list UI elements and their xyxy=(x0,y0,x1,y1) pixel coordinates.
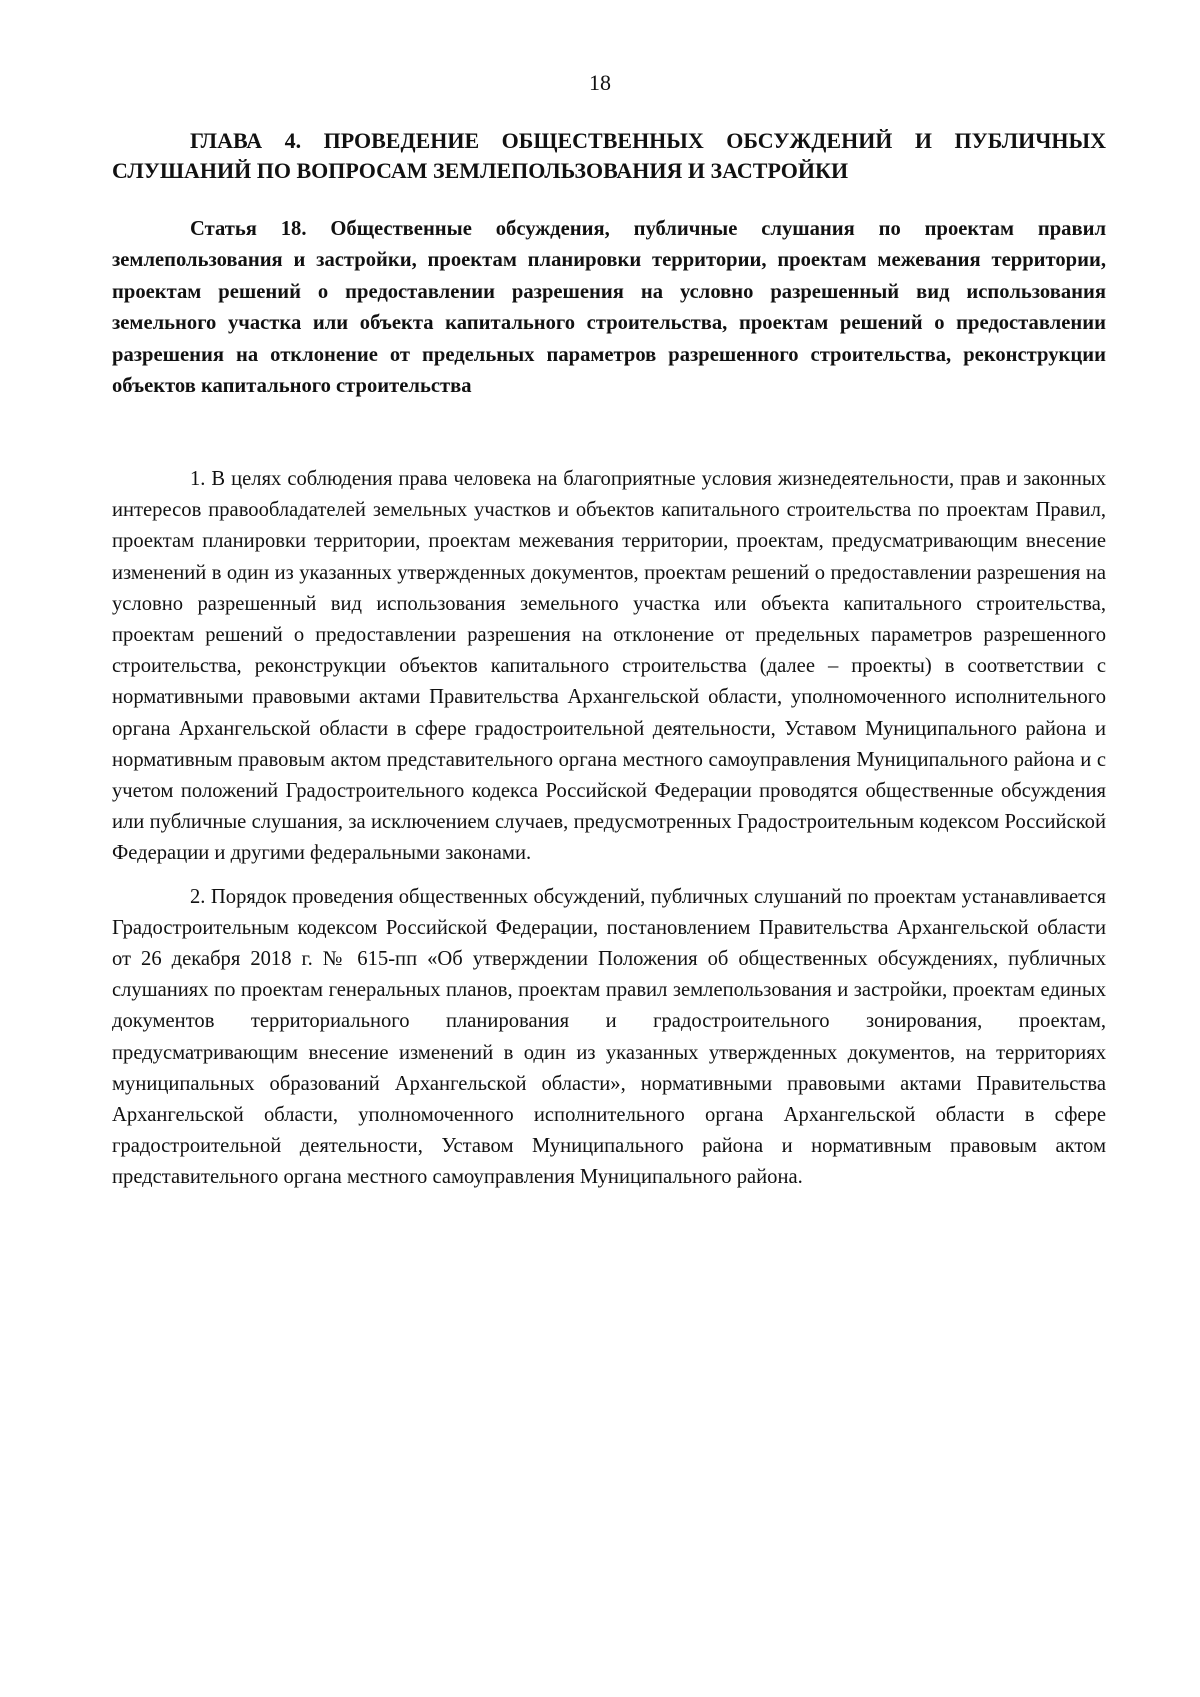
paragraph-2: 2. Порядок проведения общественных обсуждений, публичных слушаний по проектам устанавливается Градостроительным кодексом Российской Федерации, постановлением Правительства Архангельской области от 26 декабря 2018 г. № 615-пп «Об утверждении Положения об общественных обсуждениях, публичных слушаниях по проектам генеральных планов, проектам правил землепользования и застройки, проектам единых документов территориального планирования и градостроительного зонирования, проектам, предусматривающим внесение изменений в один из указанных утвержденных документов, на территориях муниципальных образований Архангельской области», нормативными правовыми актами Правительства Архангельской области, уполномоченного исполнительного органа Архангельской области в сфере градостроительной деятельности, Уставом Муниципального района и нормативным правовым актом представительного органа местного самоуправления Муниципального района. xyxy=(112,885,1106,1189)
page-number: 18 xyxy=(589,70,611,95)
article-title: Статья 18. Общественные обсуждения, публичные слушания по проектам правил землепользования и застройки, проектам планировки территории, проектам межевания территории, проектам решений о предоставлении разрешения на условно разрешенный вид использования земельного участка или объекта капитального строительства, проектам решений о предоставлении разрешения на отклонение от предельных параметров разрешенного строительства, реконструкции объектов капитального строительства xyxy=(112,218,1106,398)
paragraph-1: 1. В целях соблюдения права человека на благоприятные условия жизнедеятельности, прав и законных интересов правообладателей земельных участков и объектов капитального строительства по проектам Правил, проектам планировки территории, проектам межевания территории, проектам, предусматривающим внесение изменений в один из указанных утвержденных документов, проектам решений о предоставлении разрешения на условно разрешенный вид использования земельного участка или объекта капитального строительства, проектам решений о предоставлении разрешения на отклонение от предельных параметров разрешенного строительства, реконструкции объектов капитального строительства (далее – проекты) в соответствии с нормативными правовыми актами Правительства Архангельской области, уполномоченного исполнительного органа Архангельской области в сфере градостроительной деятельности, Уставом Муниципального района и нормативным правовым актом представительного органа местного самоуправления Муниципального района и с учетом положений Градостроительного кодекса Российской Федерации проводятся общественные обсуждения или публичные слушания, за исключением случаев, предусмотренных Градостроительным кодексом Российской Федерации и другими федеральными законами. xyxy=(112,468,1106,865)
chapter-title: ГЛАВА 4. ПРОВЕДЕНИЕ ОБЩЕСТВЕННЫХ ОБСУЖДЕНИЙ И ПУБЛИЧНЫХ СЛУШАНИЙ ПО ВОПРОСАМ ЗЕМЛЕПОЛЬЗОВАНИЯ И ЗАСТРОЙКИ xyxy=(112,128,1106,183)
article-body xyxy=(112,464,1106,1206)
